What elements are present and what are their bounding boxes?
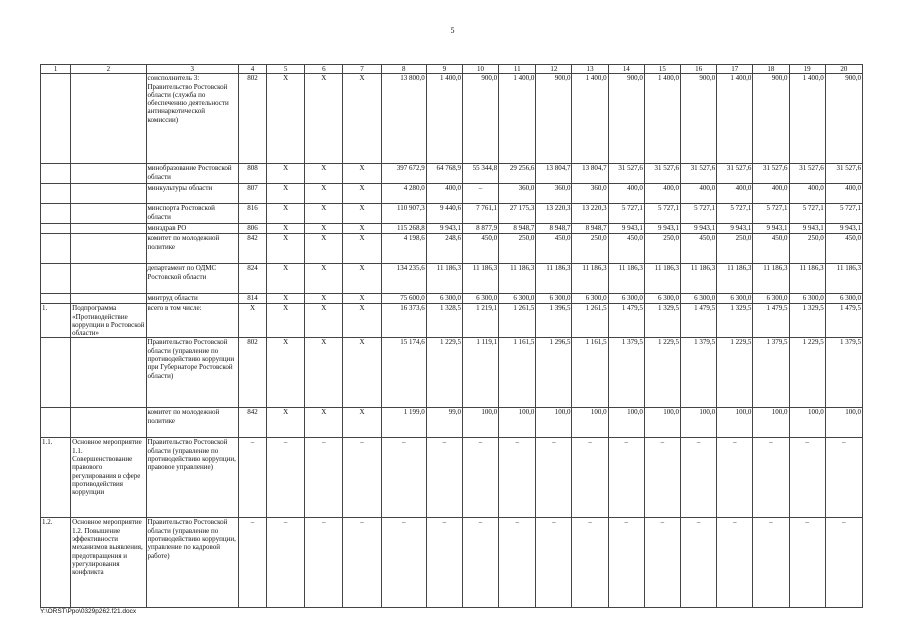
value-cell: 31 527,6 — [644, 164, 680, 184]
value-cell: – — [462, 184, 498, 204]
program-name-cell — [71, 338, 146, 408]
value-cell: 6 300,0 — [426, 294, 462, 304]
value-cell: 1 400,0 — [717, 74, 753, 164]
value-cell: 100,0 — [644, 408, 680, 438]
value-cell: 9 943,1 — [644, 224, 680, 234]
value-cell: Х — [305, 74, 343, 164]
value-cell: Х — [267, 74, 305, 164]
value-cell: 397 672,9 — [381, 164, 426, 184]
value-cell: 400,0 — [426, 184, 462, 204]
executor-cell: комитет по молодежной политике — [146, 234, 238, 264]
value-cell: Х — [343, 234, 381, 264]
value-cell: 100,0 — [825, 408, 862, 438]
value-cell: – — [267, 518, 305, 608]
value-cell: Х — [267, 338, 305, 408]
value-cell: 900,0 — [753, 74, 789, 164]
value-cell: 9 943,1 — [825, 224, 862, 234]
item-number-cell — [41, 338, 71, 408]
value-cell: 6 300,0 — [499, 294, 536, 304]
column-header: 16 — [681, 65, 717, 74]
value-cell: 13 804,7 — [572, 164, 608, 184]
value-cell: 9 440,6 — [426, 204, 462, 224]
value-cell: Х — [305, 164, 343, 184]
value-cell: 110 907,3 — [381, 204, 426, 224]
value-cell: – — [608, 438, 644, 518]
value-cell: 250,0 — [644, 234, 680, 264]
value-cell: 100,0 — [789, 408, 825, 438]
value-cell: 9 943,1 — [681, 224, 717, 234]
value-cell: Х — [305, 338, 343, 408]
value-cell: Х — [305, 184, 343, 204]
value-cell: 100,0 — [536, 408, 572, 438]
value-cell: 29 256,6 — [499, 164, 536, 184]
page-number: 5 — [450, 26, 455, 35]
value-cell: 400,0 — [717, 184, 753, 204]
value-cell: 11 186,3 — [681, 264, 717, 294]
value-cell: 6 300,0 — [789, 294, 825, 304]
value-cell: 450,0 — [462, 234, 498, 264]
column-header: 14 — [608, 65, 644, 74]
value-cell: 5 727,1 — [644, 204, 680, 224]
value-cell: 450,0 — [825, 234, 862, 264]
value-cell: 9 943,1 — [789, 224, 825, 234]
column-number-row — [41, 65, 863, 74]
value-cell: 6 300,0 — [462, 294, 498, 304]
program-name-cell — [71, 264, 146, 294]
value-cell: 6 300,0 — [608, 294, 644, 304]
value-cell: 400,0 — [644, 184, 680, 204]
executor-cell: минобразование Ростовской области — [146, 164, 238, 184]
value-cell: – — [305, 438, 343, 518]
value-cell: Х — [343, 408, 381, 438]
value-cell: 900,0 — [462, 74, 498, 164]
value-cell: 27 175,3 — [499, 204, 536, 224]
program-name-cell — [71, 294, 146, 304]
value-cell: 400,0 — [825, 184, 862, 204]
value-cell: Х — [343, 224, 381, 234]
value-cell: 6 300,0 — [717, 294, 753, 304]
value-cell: – — [825, 518, 862, 608]
executor-cell: минтруд области — [146, 294, 238, 304]
value-cell: Х — [343, 304, 381, 338]
value-cell: 13 804,7 — [536, 164, 572, 184]
value-cell: Х — [343, 294, 381, 304]
value-cell: 11 186,3 — [572, 264, 608, 294]
value-cell: 8 948,7 — [572, 224, 608, 234]
value-cell: 11 186,3 — [753, 264, 789, 294]
value-cell: – — [644, 518, 680, 608]
value-cell: Х — [343, 74, 381, 164]
value-cell: 100,0 — [572, 408, 608, 438]
value-cell: 5 727,1 — [608, 204, 644, 224]
value-cell: Х — [305, 304, 343, 338]
value-cell: – — [536, 438, 572, 518]
value-cell: Х — [267, 184, 305, 204]
value-cell: 11 186,3 — [608, 264, 644, 294]
value-cell: 31 527,6 — [681, 164, 717, 184]
item-number-cell — [41, 184, 71, 204]
program-name-cell — [71, 204, 146, 224]
value-cell: 842 — [238, 408, 266, 438]
value-cell: 55 344,8 — [462, 164, 498, 184]
value-cell: 1 396,5 — [536, 304, 572, 338]
value-cell: 9 943,1 — [608, 224, 644, 234]
value-cell: Х — [305, 224, 343, 234]
value-cell: 1 329,5 — [644, 304, 680, 338]
value-cell: 11 186,3 — [536, 264, 572, 294]
value-cell: 1 479,5 — [681, 304, 717, 338]
table-row — [41, 74, 863, 164]
executor-cell: департамент по ОДМС Ростовской области — [146, 264, 238, 294]
table-row — [41, 164, 863, 184]
value-cell: 360,0 — [536, 184, 572, 204]
value-cell: – — [238, 518, 266, 608]
value-cell: 100,0 — [681, 408, 717, 438]
value-cell: 11 186,3 — [462, 264, 498, 294]
value-cell: 100,0 — [753, 408, 789, 438]
column-header: 2 — [71, 65, 146, 74]
value-cell: 248,6 — [426, 234, 462, 264]
value-cell: – — [717, 438, 753, 518]
value-cell: 1 400,0 — [644, 74, 680, 164]
column-header: 3 — [146, 65, 238, 74]
column-header: 9 — [426, 65, 462, 74]
executor-cell: комитет по молодежной политике — [146, 408, 238, 438]
value-cell: 5 727,1 — [825, 204, 862, 224]
value-cell: – — [572, 518, 608, 608]
item-number-cell — [41, 264, 71, 294]
value-cell: 807 — [238, 184, 266, 204]
value-cell: 6 300,0 — [825, 294, 862, 304]
value-cell: 1 261,5 — [572, 304, 608, 338]
value-cell: 6 300,0 — [572, 294, 608, 304]
value-cell: 31 527,6 — [789, 164, 825, 184]
column-header: 19 — [789, 65, 825, 74]
value-cell: 1 400,0 — [426, 74, 462, 164]
table-row — [41, 234, 863, 264]
value-cell: – — [608, 518, 644, 608]
value-cell: 11 186,3 — [717, 264, 753, 294]
value-cell: 1 229,5 — [426, 338, 462, 408]
value-cell: 450,0 — [753, 234, 789, 264]
item-number-cell — [41, 74, 71, 164]
value-cell: Х — [267, 304, 305, 338]
value-cell: 1 119,1 — [462, 338, 498, 408]
value-cell: – — [499, 518, 536, 608]
table-row — [41, 184, 863, 204]
column-header: 20 — [825, 65, 862, 74]
value-cell: 1 400,0 — [789, 74, 825, 164]
column-header: 13 — [572, 65, 608, 74]
value-cell: 11 186,3 — [644, 264, 680, 294]
value-cell: – — [572, 438, 608, 518]
value-cell: – — [343, 518, 381, 608]
value-cell: 5 727,1 — [753, 204, 789, 224]
item-number-cell: 1. — [41, 304, 71, 338]
value-cell: 450,0 — [681, 234, 717, 264]
value-cell: – — [381, 438, 426, 518]
value-cell: – — [462, 438, 498, 518]
value-cell: 1 400,0 — [572, 74, 608, 164]
value-cell: 6 300,0 — [644, 294, 680, 304]
value-cell: – — [681, 438, 717, 518]
value-cell: – — [381, 518, 426, 608]
value-cell: 8 948,7 — [499, 224, 536, 234]
value-cell: 31 527,6 — [717, 164, 753, 184]
value-cell: 9 943,1 — [753, 224, 789, 234]
value-cell: Х — [267, 164, 305, 184]
column-header: 7 — [343, 65, 381, 74]
item-number-cell — [41, 204, 71, 224]
value-cell: – — [753, 438, 789, 518]
value-cell: Х — [267, 408, 305, 438]
value-cell: Х — [238, 304, 266, 338]
value-cell: 15 174,6 — [381, 338, 426, 408]
item-number-cell — [41, 234, 71, 264]
value-cell: 9 943,1 — [717, 224, 753, 234]
table-row — [41, 204, 863, 224]
value-cell: 5 727,1 — [681, 204, 717, 224]
table-row — [41, 338, 863, 408]
value-cell: 1 229,5 — [789, 338, 825, 408]
value-cell: 13 800,0 — [381, 74, 426, 164]
value-cell: 1 219,1 — [462, 304, 498, 338]
value-cell: 100,0 — [717, 408, 753, 438]
program-name-cell: Подпрограмма «Противодействие коррупции в Ростовской области» — [72, 304, 145, 338]
column-header: 6 — [305, 65, 343, 74]
value-cell: Х — [305, 204, 343, 224]
value-cell: 5 727,1 — [789, 204, 825, 224]
value-cell: 31 527,6 — [753, 164, 789, 184]
value-cell: 250,0 — [572, 234, 608, 264]
value-cell: 1 479,5 — [608, 304, 644, 338]
value-cell: Х — [343, 264, 381, 294]
value-cell: 802 — [238, 338, 266, 408]
table-row — [41, 304, 863, 338]
value-cell: 75 600,0 — [381, 294, 426, 304]
value-cell: 1 379,5 — [681, 338, 717, 408]
value-cell: 1 328,5 — [426, 304, 462, 338]
program-name-cell — [71, 234, 146, 264]
table-row — [41, 408, 863, 438]
item-number-cell: 1.2. — [41, 518, 71, 608]
value-cell: 11 186,3 — [789, 264, 825, 294]
value-cell: – — [789, 438, 825, 518]
value-cell: 1 296,5 — [536, 338, 572, 408]
program-name-cell: Основное мероприятие 1.1. Совершенствование правового регулирования в сфере противодействия коррупции — [71, 438, 146, 518]
value-cell: 31 527,6 — [825, 164, 862, 184]
column-header: 8 — [381, 65, 426, 74]
value-cell: Х — [305, 408, 343, 438]
value-cell: 100,0 — [608, 408, 644, 438]
table-row — [41, 224, 863, 234]
file-path-footer: Y:\ORST\Ppo\0329p262.f21.docx — [40, 608, 137, 615]
value-cell: 842 — [238, 234, 266, 264]
column-header: 4 — [238, 65, 266, 74]
column-header: 11 — [499, 65, 536, 74]
item-number-cell — [41, 164, 71, 184]
executor-cell: Правительство Ростовской области (управление по противодействию коррупции, управление по кадровой работе) — [146, 518, 238, 608]
value-cell: 100,0 — [499, 408, 536, 438]
value-cell: 7 761,1 — [462, 204, 498, 224]
value-cell: 824 — [238, 264, 266, 294]
value-cell: 400,0 — [753, 184, 789, 204]
value-cell: 31 527,6 — [608, 164, 644, 184]
value-cell: 400,0 — [789, 184, 825, 204]
value-cell: 802 — [238, 74, 266, 164]
value-cell: Х — [267, 204, 305, 224]
column-header: 1 — [41, 65, 71, 74]
executor-cell: Правительство Ростовской области (управление по противодействию коррупции при Губернаторе Ростовской области) — [146, 338, 238, 408]
column-header: 18 — [753, 65, 789, 74]
value-cell: 8 877,9 — [462, 224, 498, 234]
value-cell: – — [343, 438, 381, 518]
item-number-cell — [41, 224, 71, 234]
table-row — [41, 294, 863, 304]
value-cell: Х — [267, 264, 305, 294]
program-name-cell — [71, 184, 146, 204]
value-cell: – — [305, 518, 343, 608]
value-cell: 16 373,6 — [381, 304, 426, 338]
value-cell: Х — [343, 204, 381, 224]
value-cell: 900,0 — [608, 74, 644, 164]
column-header: 17 — [717, 65, 753, 74]
executor-cell: соисполнитель 3: Правительство Ростовской области (служба по обеспечению деятельности антинаркотической комиссии) — [146, 74, 238, 164]
value-cell: Х — [267, 234, 305, 264]
value-cell: 360,0 — [499, 184, 536, 204]
value-cell: 64 768,9 — [426, 164, 462, 184]
value-cell: Х — [343, 164, 381, 184]
column-header: 15 — [644, 65, 680, 74]
value-cell: 6 300,0 — [753, 294, 789, 304]
value-cell: 6 300,0 — [681, 294, 717, 304]
value-cell: 1 161,5 — [572, 338, 608, 408]
value-cell: 360,0 — [572, 184, 608, 204]
table-row — [41, 264, 863, 294]
value-cell: 1 479,5 — [753, 304, 789, 338]
executor-cell: минспорта Ростовской области — [146, 204, 238, 224]
value-cell: 4 280,0 — [381, 184, 426, 204]
value-cell: 9 943,1 — [426, 224, 462, 234]
value-cell: 6 300,0 — [536, 294, 572, 304]
value-cell: 1 400,0 — [499, 74, 536, 164]
value-cell: – — [426, 438, 462, 518]
value-cell: 1 479,5 — [825, 304, 862, 338]
value-cell: 1 229,5 — [717, 338, 753, 408]
program-name-cell: Основное мероприятие 1.2. Повышение эффективности механизмов выявления, предотвращения и урегулирования конфликта — [71, 518, 146, 608]
value-cell: – — [644, 438, 680, 518]
value-cell: 11 186,3 — [825, 264, 862, 294]
executor-cell: минкультуры области — [146, 184, 238, 204]
column-header: 5 — [267, 65, 305, 74]
value-cell: 13 220,3 — [536, 204, 572, 224]
value-cell: Х — [305, 264, 343, 294]
value-cell: Х — [267, 294, 305, 304]
value-cell: 13 220,3 — [572, 204, 608, 224]
value-cell: 250,0 — [717, 234, 753, 264]
value-cell: – — [789, 518, 825, 608]
value-cell: 8 948,7 — [536, 224, 572, 234]
value-cell: 1 329,5 — [717, 304, 753, 338]
value-cell: 808 — [238, 164, 266, 184]
program-name-cell — [71, 408, 146, 438]
value-cell: 900,0 — [536, 74, 572, 164]
value-cell: 1 379,5 — [608, 338, 644, 408]
executor-cell: минздрав РО — [146, 224, 238, 234]
table-row — [41, 518, 863, 608]
value-cell: 99,0 — [426, 408, 462, 438]
value-cell: – — [462, 518, 498, 608]
value-cell: 900,0 — [825, 74, 862, 164]
value-cell: – — [717, 518, 753, 608]
table-row — [41, 438, 863, 518]
item-number-cell — [41, 408, 71, 438]
program-name-cell — [71, 74, 146, 164]
value-cell: 806 — [238, 224, 266, 234]
item-number-cell: 1.1. — [41, 438, 71, 518]
value-cell: 1 329,5 — [789, 304, 825, 338]
executor-cell: Правительство Ростовской области (управление по противодействию коррупции, правовое управление) — [146, 438, 238, 518]
program-name-cell — [71, 164, 146, 184]
value-cell: Х — [305, 234, 343, 264]
value-cell: Х — [343, 338, 381, 408]
item-number-cell — [41, 294, 71, 304]
value-cell: Х — [267, 224, 305, 234]
value-cell: Х — [343, 184, 381, 204]
value-cell: Х — [305, 294, 343, 304]
column-header: 12 — [536, 65, 572, 74]
value-cell: 11 186,3 — [499, 264, 536, 294]
value-cell: 450,0 — [608, 234, 644, 264]
value-cell: 250,0 — [789, 234, 825, 264]
executor-cell: всего в том числе: — [146, 304, 238, 338]
value-cell: 100,0 — [462, 408, 498, 438]
value-cell: 1 261,5 — [499, 304, 536, 338]
budget-table — [40, 64, 863, 608]
value-cell: – — [536, 518, 572, 608]
value-cell: 11 186,3 — [426, 264, 462, 294]
value-cell: 4 198,6 — [381, 234, 426, 264]
value-cell: 134 235,6 — [381, 264, 426, 294]
value-cell: 814 — [238, 294, 266, 304]
value-cell: 1 379,5 — [825, 338, 862, 408]
column-header: 10 — [462, 65, 498, 74]
value-cell: 1 379,5 — [753, 338, 789, 408]
value-cell: 250,0 — [499, 234, 536, 264]
value-cell: 1 229,5 — [644, 338, 680, 408]
value-cell: 900,0 — [681, 74, 717, 164]
value-cell: 1 161,5 — [499, 338, 536, 408]
value-cell: – — [681, 518, 717, 608]
value-cell: 816 — [238, 204, 266, 224]
value-cell: 115 268,8 — [381, 224, 426, 234]
program-name-cell — [71, 224, 146, 234]
value-cell: – — [238, 438, 266, 518]
value-cell: 5 727,1 — [717, 204, 753, 224]
value-cell: 400,0 — [608, 184, 644, 204]
value-cell: – — [267, 438, 305, 518]
value-cell: – — [753, 518, 789, 608]
value-cell: 1 199,0 — [381, 408, 426, 438]
value-cell: – — [426, 518, 462, 608]
value-cell: 400,0 — [681, 184, 717, 204]
value-cell: – — [825, 438, 862, 518]
value-cell: 450,0 — [536, 234, 572, 264]
value-cell: – — [499, 438, 536, 518]
